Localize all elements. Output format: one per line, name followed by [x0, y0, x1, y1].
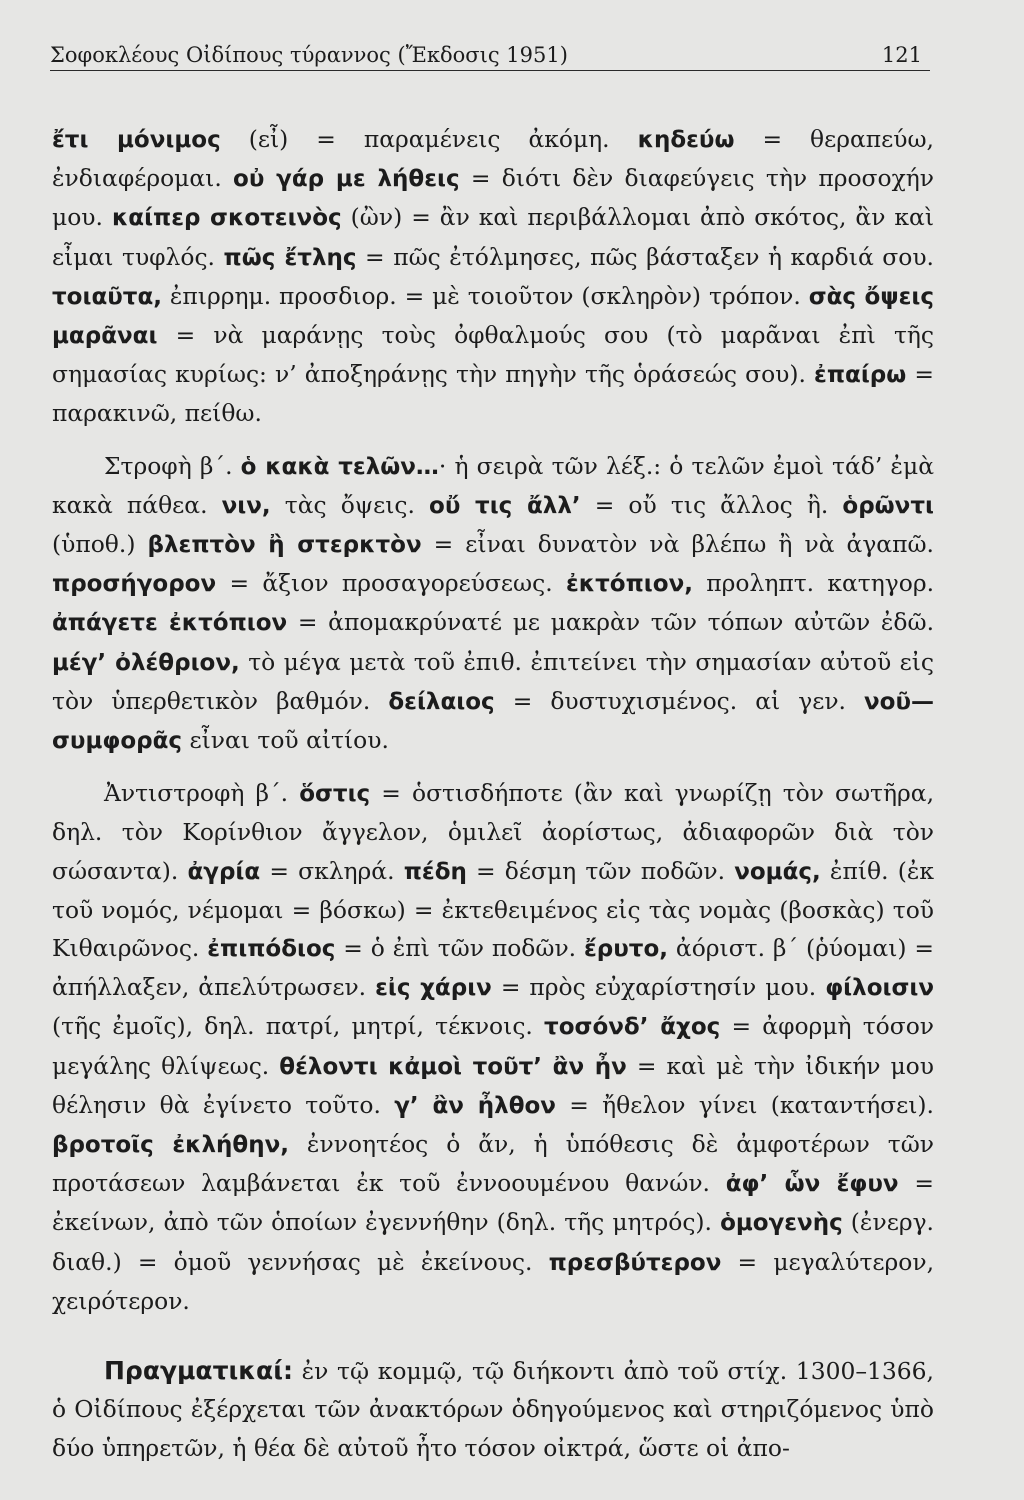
lemma: ἀγρία — [187, 858, 261, 885]
lemma: ἀπάγετε ἐκτόπιον — [52, 610, 288, 637]
lemma: μέγ’ ὀλέθριον, — [52, 649, 240, 676]
lemma: πρεσβύτερον — [548, 1249, 722, 1276]
gloss: = σκληρά. — [260, 856, 404, 885]
gloss: (ὑποθ.) — [52, 530, 148, 559]
section-heading: Πραγματικαί: — [104, 1356, 293, 1386]
gloss: · ἡ σειρὰ τῶν λέξ.: ὁ τελῶν ἐμοὶ τάδ’ ἐμὰ κακὰ πάθεα. — [52, 451, 934, 519]
lemma: δείλαιος — [388, 688, 495, 715]
lemma: καίπερ σκοτεινὸς — [111, 205, 342, 232]
gloss: ἐννοητέος ὁ ἄν, ἡ ὑπόθεσις δὲ ἀμφοτέρων τῶν προτάσεων λαμβάνεται ἐκ τοῦ ἐννοουμένου θανών. — [52, 1130, 934, 1198]
lemma: ἐπαίρω — [814, 362, 907, 389]
gloss: = διότι δὲν διαφεύγεις τὴν προσοχήν μου. — [52, 164, 934, 232]
lemma: τοσόνδ’ ἄχος — [544, 1014, 721, 1041]
lemma: ἀφ’ ὧν ἔφυν — [725, 1171, 899, 1198]
lemma: ὁρῶντι — [842, 492, 934, 519]
commentary-paragraph-2 — [52, 447, 934, 761]
commentary-paragraph-1 — [52, 120, 934, 433]
lemma: ἐπιπόδιος — [207, 936, 336, 963]
gloss: τὰς ὄψεις. — [270, 490, 430, 519]
lemma: εἰς χάριν — [375, 975, 492, 1002]
gloss: = ἤθελον γίνει (καταντήσει). — [555, 1090, 934, 1119]
gloss: ἐπιρρημ. προσδιορ. = μὲ τοιοῦτον (σκληρὸν) τρόπον. — [162, 281, 809, 310]
gloss: = καὶ μὲ τὴν ἰδικήν μου θέλησιν θὰ ἐγίνετο τοῦτο. — [52, 1051, 934, 1119]
section-label: Ἀντιστροφὴ β΄. — [104, 779, 300, 808]
lemma: οὔ τις ἄλλ’ — [429, 492, 581, 519]
gloss: = ἀπομακρύνατέ με μακρὰν τῶν τόπων αὐτῶν ἐδῶ. — [287, 608, 935, 637]
gloss: = παρακινῶ, πείθω. — [52, 360, 934, 428]
lemma: προσήγορον — [52, 571, 217, 598]
gloss: ἐπίθ. (ἐκ τοῦ νομός, νέμομαι = βόσκω) = ἐκτεθειμένος εἰς τὰς νομὰς (βοσκὰς) τοῦ Κιθαιρῶνος. — [52, 856, 935, 963]
lemma: νομάς, — [734, 858, 821, 885]
gloss: = δέσμη τῶν ποδῶν. — [466, 856, 735, 885]
lemma: ὁμογενὴς — [720, 1210, 843, 1237]
lemma: οὐ γάρ με λήθεις — [233, 166, 460, 193]
lemma: θέλοντι κἀμοὶ τοῦτ’ ἂν ἦν — [279, 1053, 627, 1080]
gloss: = ἄξιον προσαγορεύσεως. — [216, 569, 566, 598]
gloss: = θεραπεύω, ἐνδιαφέρομαι. — [52, 125, 934, 193]
gloss: προληπτ. κατηγορ. — [692, 569, 935, 598]
lemma: ὁ κακὰ τελῶν… — [240, 453, 439, 480]
gloss: (ἐνεργ. διαθ.) = ὁμοῦ γεννήσας μὲ ἐκείνους. — [52, 1208, 934, 1276]
lemma: ἐκτόπιον, — [565, 571, 693, 598]
lemma: γ’ ἂν ἦλθον — [394, 1092, 556, 1119]
page-number: 121 — [881, 43, 922, 67]
lemma: κηδεύω — [637, 127, 735, 153]
gloss: = οὔ τις ἄλλος ἢ. — [580, 490, 843, 519]
lemma: ἔρυτο, — [584, 936, 669, 963]
gloss: ἀόριστ. β΄ (ῥύομαι) = ἀπήλλαξεν, ἀπελύτρωσεν. — [52, 934, 934, 1002]
commentary-paragraph-3 — [52, 774, 934, 1320]
gloss: (εἶ) = παραμένεις ἀκόμη. — [220, 125, 638, 153]
lemma: σὰς ὄψεις μαρᾶναι — [52, 283, 934, 350]
gloss: = εἶναι δυνατὸν νὰ βλέπω ἢ νὰ ἀγαπῶ. — [421, 530, 934, 559]
gloss: = ὁ ἐπὶ τῶν ποδῶν. — [335, 934, 584, 963]
commentary-body — [52, 120, 934, 1467]
gloss: = μεγαλύτερον, χειρότερον. — [52, 1247, 935, 1315]
gloss: = ὁστισδήποτε (ἂν καὶ γνωρίζῃ τὸν σωτῆρα, δηλ. τὸν Κορίνθιον ἄγγελον, ὁμιλεῖ ἀορίστως, ἀδιαφορῶν διὰ τὸν σώσαντα). — [52, 779, 934, 885]
gloss: τὸ μέγα μετὰ τοῦ ἐπιθ. ἐπιτείνει τὴν σημασίαν αὐτοῦ εἰς τὸν ὑπερθετικὸν βαθμόν. — [52, 647, 934, 715]
gloss: εἶναι τοῦ αἰτίου. — [182, 726, 389, 755]
lemma: ὅστις — [299, 781, 371, 808]
commentary-paragraph-4 — [52, 1352, 934, 1467]
running-header — [50, 40, 930, 71]
lemma: βροτοῖς ἐκλήθην, — [52, 1132, 289, 1159]
lemma: πῶς ἔτλης — [223, 244, 357, 271]
gloss: = ἀφορμὴ τόσον μεγάλης θλίψεως. — [52, 1012, 934, 1080]
lemma: ἔτι μόνιμος — [52, 127, 221, 153]
gloss: = νὰ μαράνῃς τοὺς ὀφθαλμούς σου (τὸ μαρᾶναι ἐπὶ τῆς σημασίας κυρίως: ν’ ἀποξηράνῃς τὴν πηγὴν τῆς ὁράσεώς σου). — [52, 321, 934, 389]
lemma: βλεπτὸν ἢ στερκτὸν — [147, 532, 422, 559]
lemma: φίλοισιν — [825, 975, 934, 1002]
gloss: (ὢν) = ἂν καὶ περιβάλλομαι ἀπὸ σκότος, ἂν καὶ εἶμαι τυφλός. — [52, 203, 935, 271]
lemma: πέδη — [403, 858, 467, 885]
gloss: = πρὸς εὐχαρίστησίν μου. — [491, 973, 826, 1002]
gloss: = πῶς ἐτόλμησες, πῶς βάσταξεν ἡ καρδιά σου. — [356, 242, 934, 271]
gloss: = δυστυχισμένος. αἱ γεν. — [494, 686, 864, 715]
lemma: τοιαῦτα, — [52, 283, 162, 310]
gloss: = ἐκείνων, ἀπὸ τῶν ὁποίων ἐγεννήθην (δηλ. τῆς μητρός). — [52, 1169, 934, 1237]
lemma: νοῦ—συμφορᾶς — [52, 688, 934, 755]
gloss: ἐν τῷ κομμῷ, τῷ διήκοντι ἀπὸ τοῦ στίχ. 1300–1366, ὁ Οἰδίπους ἐξέρχεται τῶν ἀνακτόρων ὁδηγούμενος καὶ στηριζόμενος ὑπὸ δύο ὑπηρετῶν, ἡ θέα δὲ αὐτοῦ ἦτο τόσον οἰκτρά, ὥστε οἱ ἀπο- — [52, 1357, 934, 1462]
gloss: (τῆς ἐμοῖς), δηλ. πατρί, μητρί, τέκνοις. — [52, 1012, 545, 1041]
lemma: νιν, — [221, 492, 271, 519]
running-title: Σοφοκλέους Οἰδίπους τύραννος (Ἔκδοσις 1951) — [50, 43, 568, 67]
section-label: Στροφὴ β΄. — [104, 451, 241, 480]
